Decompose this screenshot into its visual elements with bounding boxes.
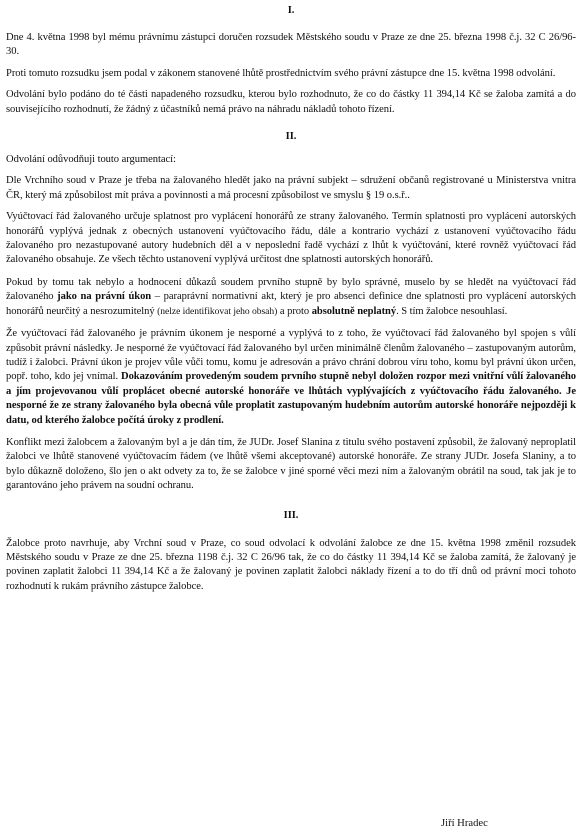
text-run: Pokud by tomu tak nebylo a hodnocení důkazů soudem prvního stupně by bylo správné, muselo by se hledět na vyúčtovací řád žalovaného: [6, 276, 576, 303]
text-run: . S tím žalobce nesouhlasí.: [396, 305, 508, 317]
text-run: – paraprávní normativní akt, který je pro absenci definice dne splatnosti pro vyplácení autorských honorářů neurčitý a nesrozumitelný: [6, 291, 576, 317]
bold-run: Dokazováním provedeným soudem prvního stupně nebyl doložen rozpor mezi vnitřní vůlí žalovaného a jím projevovanou vůlí proplácet obecné autorské honoráře ve lhůtách vyplývajících z vyúčtovacího řádu žalovaného. Je nesporné že ze strany žalovaného byla obecná vůle proplatit zastupovaným hudebním autorům autorské honoráře nejpozději k datu, od kterého žalobce počítá úroky z prodlení.: [6, 371, 576, 426]
paragraph-will-expression: [6, 327, 576, 428]
bold-run: jako na právní úkon: [57, 291, 152, 303]
section-heading-2: II.: [285, 131, 297, 143]
paragraph-billing-rules: Vyúčtovací řád žalovaného určuje splatnost pro vyplácení honorářů ze strany žalovaného. Termín splatnosti pro vyplácení autorských honorářů vyplývá jednak z obecných ustanovení vyúčtovacího řádu, dále a kontrario vychází z ustanovení vyúčtovacího řádu žalovaného pro nezastupované autory hudebních děl a v neposlední řadě vychází z lhůt k vyúčtování, které rovněž vyúčtovací řád žalovaného obsahuje. Ze všech těchto ustanovení vyplývá určitost dne splatnosti autorských honorářů.: [6, 211, 576, 266]
paragraph-appeal-filed: Proti tomuto rozsudku jsem podal v zákonem stanovené lhůtě prostřednictvím svého právní zástupce dne 15. května 1998 odvolání.: [6, 67, 556, 79]
paragraph-legal-act: [6, 276, 576, 319]
paragraph-petition: Žalobce proto navrhuje, aby Vrchní soud v Praze, co soud odvolací k odvolání žalobce ze dne 15. května 1998 změnil rozsudek Městského soudu v Praze ze dne 25. března 1198 č.j. 32 C 26/96 tak, že co do částky 11 394,14 Kč se žaloba zamítá, že žalovaný je povinen zaplatit žalobci 11 394,14 Kč a že žalovaný je povinen zaplatit žalobci náklady řízení a to do tří dnů od právní moci tohoto rozhodnutí k rukám právního zástupce žalobce.: [6, 537, 576, 592]
paragraph-delivery: Dne 4. května 1998 byl mému právnímu zástupci doručen rozsudek Městského soudu v Praze ze dne 25. března 1998 č.j. 32 C 26/96-30.: [6, 32, 576, 58]
text-run: (nelze identifikovat jeho obsah): [157, 305, 278, 317]
signature-name: Jiří Hradec: [441, 818, 488, 829]
paragraph-legal-subject: Dle Vrchního soud v Praze je třeba na žalovaného hledět jako na právní subjekt – sdružení občanů registrované u Ministerstva vnitra ČR, který má způsobilost mít práva a povinnosti a má procesní způsobilost ve smyslu § 19 o.s.ř..: [6, 175, 576, 201]
section-heading-1: I.: [287, 5, 295, 16]
text-run: Že vyúčtovací řád žalovaného je právním úkonem je nesporné a vyplývá to z toho, že vyúčtovací řád žalovaného byl spojen s vůlí způsobit právní následky. Je nesporné že vyúčtovací řád žalovaného byl určen minimálně členům žalovaného – zastupovaným autorům, tudíž i žalobci. Právní úkon je projev vůle vůči tomu, komu je adresován a právo chrání dobrou víru toho, komu byl právní úkon určen, popř. toho, kdo jej vnímal.: [6, 328, 576, 383]
paragraph-argument-intro: Odvolání odůvodňuji touto argumentací:: [6, 154, 176, 166]
paragraph-appeal-scope: Odvolání bylo podáno do té části napadeného rozsudku, kterou bylo rozhodnuto, že co do částky 11 394,14 Kč se žaloba zamítá a do souvisejícího rozhodnutí, že žádný z účastníků nemá právo na náhradu nákladů tohoto řízení.: [6, 89, 576, 115]
text-run: a proto: [277, 305, 312, 317]
section-heading-3: III.: [283, 509, 299, 521]
bold-run: absolutně neplatný: [311, 305, 397, 317]
paragraph-conflict: Konflikt mezi žalobcem a žalovaným byl a je dán tím, že JUDr. Josef Slanina z titulu svého postavení způsobil, že žalovaný neproplatil žalobci ve lhůtě stanovené vyúčtovacím řádem (ve lhůtě všemi akceptované) autorské honoráře. Ze strany JUDr. Josefa Slaniny, a to bylo důkazně doloženo, šlo jen o akt odvety za to, že se žalobce v jiné sporné věci mezi ním a žalovaným obrátil na soud, tak jak je to garantováno jeho právem na soudní ochranu.: [6, 436, 576, 492]
